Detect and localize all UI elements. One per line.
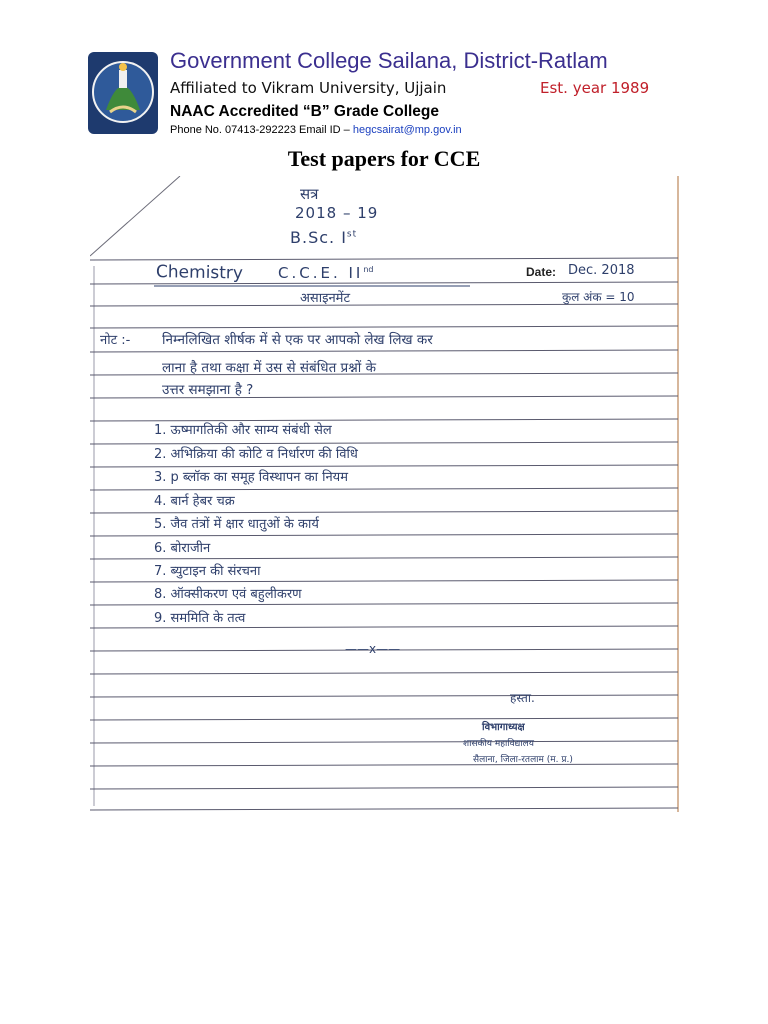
question-item: 1. ऊष्मागतिकी और साम्य संबंधी सेल <box>154 423 332 438</box>
subject-name: Chemistry <box>155 262 244 284</box>
session-year: 2018 – 19 <box>295 204 379 222</box>
stamp-title: विभागाध्यक्ष <box>482 722 525 733</box>
stamp-line: सैलाना, जिला-रतलाम (म. प्र.) <box>473 755 573 765</box>
question-item: 7. ब्युटाइन की संरचना <box>154 564 261 579</box>
college-name: Government College Sailana, District-Ratlam <box>170 48 608 73</box>
instruction-line: निम्नलिखित शीर्षक में से एक पर आपको लेख लिख कर <box>162 332 433 348</box>
question-item: 5. जैव तंत्रों में क्षार धातुओं के कार्य <box>154 517 319 532</box>
question-item: 6. बोराजीन <box>154 541 211 556</box>
document-title: Test papers for CCE <box>287 146 481 171</box>
note-label: नोट :- <box>100 333 131 348</box>
date-value: Dec. 2018 <box>568 263 635 278</box>
date-label: Date: <box>526 265 557 279</box>
session-label: सत्र <box>300 185 319 203</box>
instruction-line: लाना है तथा कक्षा में उस से संबंधित प्रश्नों के <box>162 360 376 376</box>
accreditation-text: NAAC Accredited “B” Grade College <box>170 103 440 120</box>
signature: हस्ता. <box>510 691 535 705</box>
exam-name <box>278 264 374 282</box>
phone-text: Phone No. 07413-292223 Email ID – <box>170 124 353 136</box>
instruction-line: उत्तर समझाना है ? <box>162 382 254 398</box>
course-text: B.Sc. I <box>290 228 347 247</box>
question-item: 4. बार्न हेबर चक्र <box>154 494 235 509</box>
question-item: 2. अभिक्रिया की कोटि व निर्धारण की विधि <box>154 447 358 462</box>
question-item: 3. p ब्लॉक का समूह विस्थापन का नियम <box>154 470 348 485</box>
college-logo <box>88 52 158 134</box>
exam-text: C.C.E. II <box>278 264 364 282</box>
email-text: hegcsairat@mp.gov.in <box>352 124 462 136</box>
established-year: Est. year 1989 <box>540 79 650 97</box>
assignment-label: असाइनमेंट <box>300 291 351 306</box>
contact-line <box>170 124 462 136</box>
question-item: 8. ऑक्सीकरण एवं बहुलीकरण <box>154 587 302 602</box>
affiliation-text: Affiliated to Vikram University, Ujjain <box>170 79 447 97</box>
course-superscript: st <box>346 229 358 240</box>
course-name <box>290 228 357 247</box>
total-marks: कुल अंक = 10 <box>562 290 635 304</box>
exam-superscript: nd <box>363 265 374 274</box>
end-mark: ——x—— <box>345 642 401 656</box>
question-item: 9. सममिति के तत्व <box>154 611 246 626</box>
notebook-page <box>90 176 680 812</box>
stamp-line: शासकीय महाविद्यालय <box>463 739 535 749</box>
